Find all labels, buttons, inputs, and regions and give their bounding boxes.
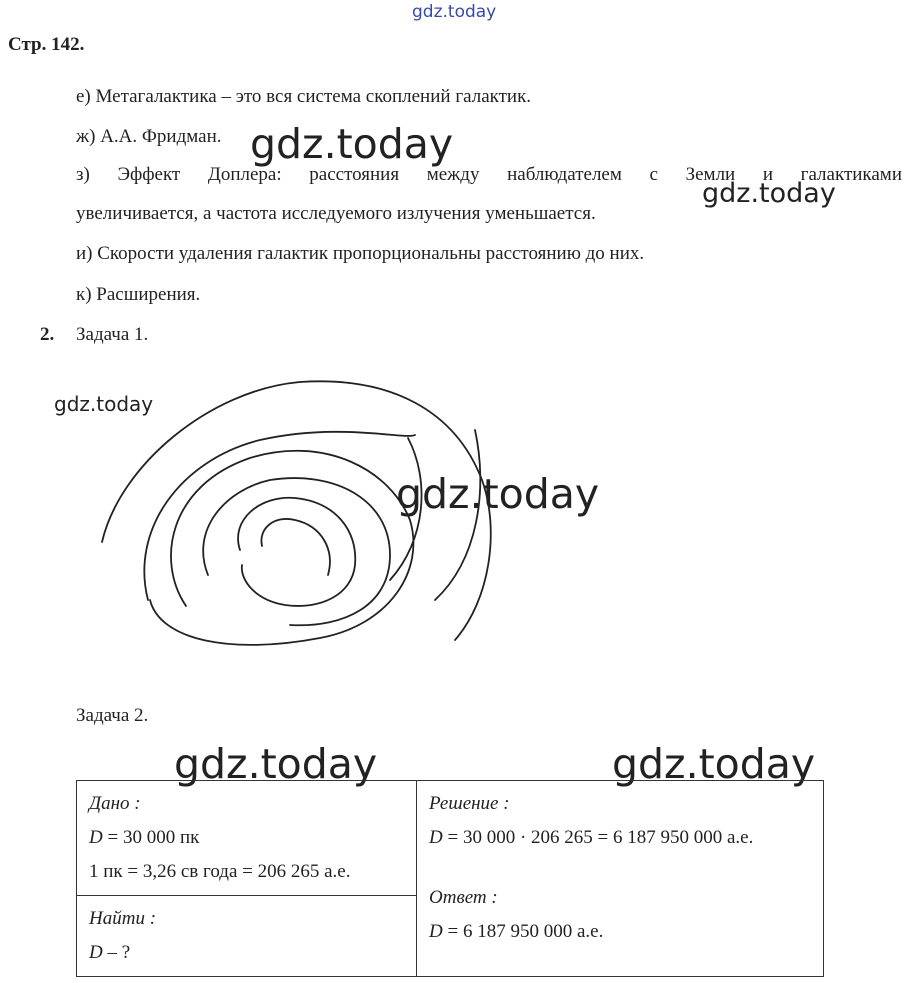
spiral-arm-2 bbox=[144, 432, 415, 600]
answer-d-var: D bbox=[429, 921, 443, 942]
solution-cell bbox=[417, 781, 824, 977]
watermark-4: gdz.today bbox=[396, 470, 600, 518]
task1-label: Задача 1. bbox=[76, 324, 149, 345]
given-label: Дано bbox=[89, 793, 130, 814]
page-label: Стр. 142. bbox=[8, 34, 85, 55]
answer-z-line2: увеличивается, а частота исследуемого излучения уменьшается. bbox=[76, 203, 596, 224]
watermark-1: gdz.today bbox=[250, 120, 454, 168]
solution-d-var: D bbox=[429, 827, 443, 848]
find-cell bbox=[77, 896, 417, 977]
watermark-5: gdz.today bbox=[174, 740, 378, 788]
spiral-arm-3 bbox=[150, 451, 413, 645]
answer-e: е) Метагалактика – это вся система скоплений галактик. bbox=[76, 86, 532, 107]
task2-label: Задача 2. bbox=[76, 705, 149, 726]
given-cell bbox=[77, 781, 417, 896]
spiral-arm-5 bbox=[238, 498, 355, 606]
answer-i: и) Скорости удаления галактик пропорциональны расстоянию до них. bbox=[76, 243, 645, 264]
spiral-arm-4 bbox=[203, 478, 390, 625]
watermark-3: gdz.today bbox=[54, 392, 154, 416]
solution-expression: = 30 000 · 206 265 = 6 187 950 000 а.е. bbox=[442, 827, 754, 848]
spiral-galaxy-drawing bbox=[90, 370, 510, 680]
solution-colon: : bbox=[498, 793, 510, 814]
answer-label: Ответ bbox=[429, 887, 487, 908]
given-colon: : bbox=[129, 793, 141, 814]
solution-label: Решение bbox=[429, 793, 499, 814]
spiral-arm-6 bbox=[261, 519, 329, 575]
watermark-2: gdz.today bbox=[702, 178, 836, 209]
answer-z-line1: з) Эффект Доплера: расстояния между наблюдателем с Земли и галактиками bbox=[76, 164, 902, 185]
answer-zh: ж) А.А. Фридман. bbox=[76, 126, 222, 147]
find-d-var: D bbox=[89, 942, 103, 963]
watermark-6: gdz.today bbox=[612, 740, 816, 788]
given-conversion: 1 пк = 3,26 св года = 206 265 а.е. bbox=[89, 861, 351, 882]
given-d-var: D bbox=[89, 827, 103, 848]
answer-colon: : bbox=[486, 887, 498, 908]
given-d-value: = 30 000 пк bbox=[102, 827, 200, 848]
answer-value: = 6 187 950 000 а.е. bbox=[442, 921, 604, 942]
task-number: 2. bbox=[40, 324, 55, 345]
spiral-arm-7 bbox=[435, 430, 480, 600]
answer-k: к) Расширения. bbox=[76, 284, 201, 305]
watermark-top: gdz.today bbox=[412, 2, 497, 22]
task2-table bbox=[76, 780, 824, 977]
find-colon: : bbox=[144, 908, 157, 929]
find-label: Найти bbox=[89, 908, 145, 929]
find-question: – ? bbox=[102, 942, 131, 963]
